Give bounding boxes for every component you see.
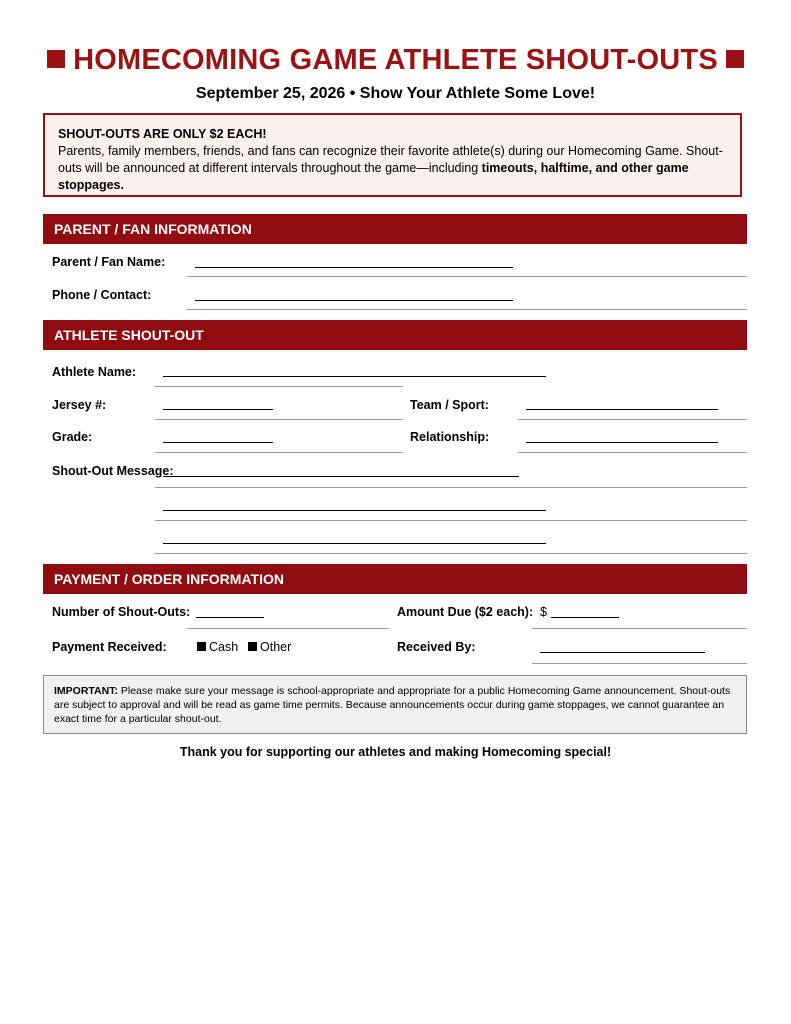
title-text: HOMECOMING GAME ATHLETE SHOUT-OUTS (73, 44, 718, 76)
team-label: Team / Sport: (410, 398, 489, 412)
important-label: IMPORTANT: (54, 685, 118, 697)
page-subtitle: September 25, 2026 • Show Your Athlete Some Love! (195, 85, 596, 102)
shoutout-count-field[interactable] (196, 617, 264, 618)
notice-heading: SHOUT-OUTS ARE ONLY $2 EACH! (58, 127, 267, 141)
parent-name-label: Parent / Fan Name: (52, 255, 166, 269)
row-divider (155, 520, 747, 521)
row-divider (155, 553, 747, 554)
row-divider (155, 487, 747, 488)
phone-label: Phone / Contact: (52, 288, 152, 302)
grade-label: Grade: (52, 430, 93, 444)
jersey-field[interactable] (163, 409, 273, 410)
section-header-parent: PARENT / FAN INFORMATION (43, 214, 747, 244)
checkbox-other[interactable] (248, 642, 257, 651)
row-divider (155, 419, 403, 420)
important-notice (43, 675, 747, 734)
row-divider (187, 276, 747, 277)
received-by-field[interactable] (540, 652, 705, 653)
amount-due-label: Amount Due ($2 each): (397, 605, 534, 619)
jersey-label: Jersey #: (52, 398, 107, 412)
cash-option[interactable] (197, 640, 238, 654)
shoutout-count-label: Number of Shout-Outs: (52, 605, 191, 619)
row-divider (518, 452, 747, 453)
other-label: Other (260, 640, 292, 654)
price-notice (43, 113, 742, 197)
notice-body (58, 143, 727, 194)
message-line-2[interactable] (163, 510, 546, 511)
payment-received-label: Payment Received: (52, 640, 167, 654)
section-header-payment: PAYMENT / ORDER INFORMATION (43, 564, 747, 594)
athlete-name-label: Athlete Name: (52, 365, 137, 379)
amount-due-field[interactable] (551, 617, 619, 618)
page-title (0, 44, 791, 77)
section-header-athlete: ATHLETE SHOUT-OUT (43, 320, 747, 350)
important-text: Please make sure your message is school-appropriate and appropriate for a public Homecoming Game announcement. Shout-outs are subject to approval and will be read as game time permits. Because announcements occur during game stoppages, we cannot guarantee an exact time for a particular shout-out. (54, 685, 731, 725)
message-line-1[interactable] (163, 476, 519, 477)
row-divider (155, 386, 403, 387)
thank-you-message: Thank you for supporting our athletes and making Homecoming special! (179, 745, 612, 759)
checkbox-cash[interactable] (197, 642, 206, 651)
parent-name-field[interactable] (195, 267, 513, 268)
row-divider (187, 628, 389, 629)
received-by-label: Received By: (397, 640, 476, 654)
square-bullet-icon (726, 50, 744, 68)
cash-label: Cash (209, 640, 239, 654)
relationship-label: Relationship: (410, 430, 490, 444)
grade-field[interactable] (163, 442, 273, 443)
phone-field[interactable] (195, 300, 513, 301)
currency-symbol: $ (540, 605, 547, 619)
notice-body-text: Parents, family members, friends, and fans can recognize their favorite athlete(s) during our Homecoming Game. Shout-outs will be announced at different intervals throughout the game—including (58, 144, 723, 175)
team-field[interactable] (526, 409, 718, 410)
row-divider (532, 663, 747, 664)
other-option[interactable] (248, 640, 291, 654)
message-label: Shout-Out Message: (52, 464, 174, 478)
athlete-name-field[interactable] (163, 376, 546, 377)
row-divider (518, 419, 747, 420)
square-bullet-icon (47, 50, 65, 68)
message-line-3[interactable] (163, 543, 546, 544)
relationship-field[interactable] (526, 442, 718, 443)
row-divider (532, 628, 747, 629)
row-divider (155, 452, 403, 453)
row-divider (187, 309, 747, 310)
notice-body-bold: timeouts, halftime, and other game stoppages. (58, 161, 689, 192)
